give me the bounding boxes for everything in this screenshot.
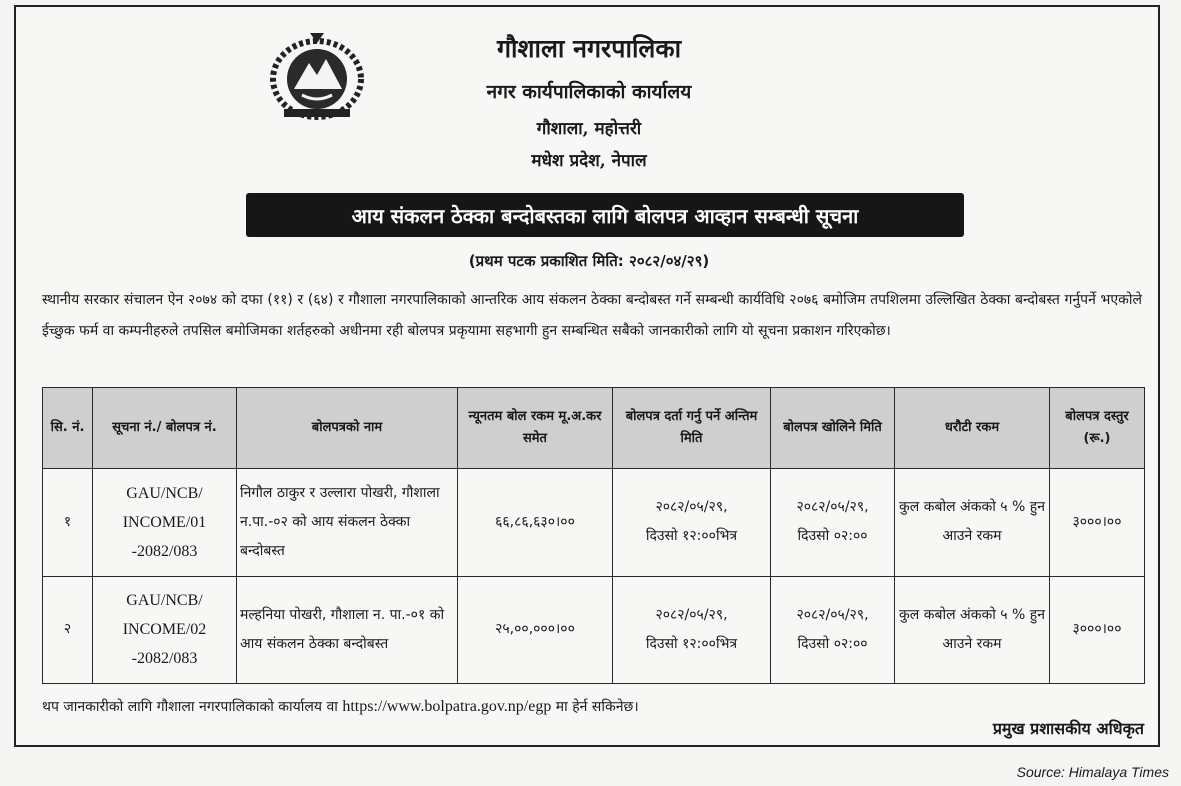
col-header-deposit: धरौटी रकम: [895, 388, 1050, 469]
cell-notice-no: [93, 469, 237, 577]
signatory: प्रमुख प्रशासकीय अधिकृत: [992, 719, 1144, 738]
col-header-fee: बोलपत्र दस्तुर (रू.): [1050, 388, 1145, 469]
notice-no-line: GAU/NCB/: [126, 592, 203, 610]
cell-fee: ३०००।००: [1050, 576, 1145, 684]
intro-paragraph: स्थानीय सरकार संचालन ऐन २०७४ को दफा (११) र (६४) र गौशाला नगरपालिकाको आन्तरिक आय संकलन ठेक्का बन्दोबस्त गर्ने सम्बन्धी कार्यविधि २०७६ बमोजिम तपशिलमा उल्लिखित ठेक्का बन्दोबस्त गर्नुपर्ने भएकोले ईच्छुक फर्म वा कम्पनीहरुले तपसिल बमोजिमका शर्तहरुको अधीनमा रही बोलपत्र प्रकृयामा सहभागी हुन सम्बन्धित सबैको जानकारीको लागि यो सूचना प्रकाशन गरिएकोछ।: [42, 292, 1142, 339]
footer-text-end: मा हेर्न सकिनेछ।: [555, 699, 639, 715]
table-header-row: [43, 388, 1145, 469]
cell-fee: ३०००।००: [1050, 469, 1145, 577]
notice-no-line: -2082/083: [131, 650, 198, 668]
col-header-deadline: बोलपत्र दर्ता गर्नु पर्ने अन्तिम मिति: [613, 388, 771, 469]
notice-no-line: INCOME/02: [122, 621, 207, 639]
footer-note: [42, 697, 1042, 716]
notice-no-line: -2082/083: [131, 542, 198, 560]
col-header-sn: सि. नं.: [43, 388, 93, 469]
cell-tender-name: मल्हनिया पोखरी, गौशाला न. पा.-०१ को आय संकलन ठेक्का बन्दोबस्त: [237, 576, 458, 684]
cell-opening-date: [771, 469, 895, 577]
opening-time: दिउसो ०२:००: [797, 528, 868, 545]
notice-frame: [14, 5, 1160, 747]
publication-date: (प्रथम पटक प्रकाशित मिति: २०८२/०४/२९): [468, 252, 710, 270]
footer-text: थप जानकारीको लागि गौशाला नगरपालिकाको कार्यालय वा: [42, 699, 338, 715]
col-header-tender-name: बोलपत्रको नाम: [237, 388, 458, 469]
bolpatra-link[interactable]: https://www.bolpatra.gov.np/egp: [342, 698, 552, 715]
cell-min-bid: ६६,८६,६३०।००: [458, 469, 613, 577]
notice-no-line: INCOME/01: [122, 513, 207, 531]
cell-deadline: [613, 469, 771, 577]
cell-min-bid: २५,००,०००।००: [458, 576, 613, 684]
province-name: मधेश प्रदेश, नेपाल: [531, 151, 647, 171]
cell-deadline: [613, 576, 771, 684]
deadline-date: २०८२/०५/२९,: [655, 606, 728, 623]
col-header-notice-no: सूचना नं./ बोलपत्र नं.: [93, 388, 237, 469]
opening-date: २०८२/०५/२९,: [796, 499, 869, 516]
col-header-opening-date: बोलपत्र खोलिने मिति: [771, 388, 895, 469]
tender-table: [42, 387, 1145, 684]
office-name: नगर कार्यपालिकाको कार्यालय: [486, 81, 692, 103]
cell-deposit: कुल कबोल अंकको ५ % हुन आउने रकम: [895, 469, 1050, 577]
notice-title-banner: आय संकलन ठेक्का बन्दोबस्तका लागि बोलपत्र आव्हान सम्बन्धी सूचना: [246, 193, 964, 237]
cell-deposit: कुल कबोल अंकको ५ % हुन आउने रकम: [895, 576, 1050, 684]
cell-sn: १: [43, 469, 93, 577]
opening-date: २०८२/०५/२९,: [796, 606, 869, 623]
deadline-time: दिउसो १२:००भित्र: [645, 635, 738, 652]
table-row: [43, 469, 1145, 577]
source-credit: Source: Himalaya Times: [1016, 764, 1169, 780]
cell-tender-name: निगौल ठाकुर र उल्लारा पोखरी, गौशाला न.पा.-०२ को आय संकलन ठेक्का बन्दोबस्त: [237, 469, 458, 577]
opening-time: दिउसो ०२:००: [797, 635, 868, 652]
table-row: [43, 576, 1145, 684]
deadline-time: दिउसो १२:००भित्र: [645, 528, 738, 545]
notice-no-line: GAU/NCB/: [126, 484, 203, 502]
cell-notice-no: [93, 576, 237, 684]
deadline-date: २०८२/०५/२९,: [655, 499, 728, 516]
office-location: गौशाला, महोत्तरी: [536, 119, 642, 139]
cell-opening-date: [771, 576, 895, 684]
col-header-min-bid: न्यूनतम बोल रकम मू.अ.कर समेत: [458, 388, 613, 469]
cell-sn: २: [43, 576, 93, 684]
municipality-title: गौशाला नगरपालिका: [496, 34, 682, 63]
